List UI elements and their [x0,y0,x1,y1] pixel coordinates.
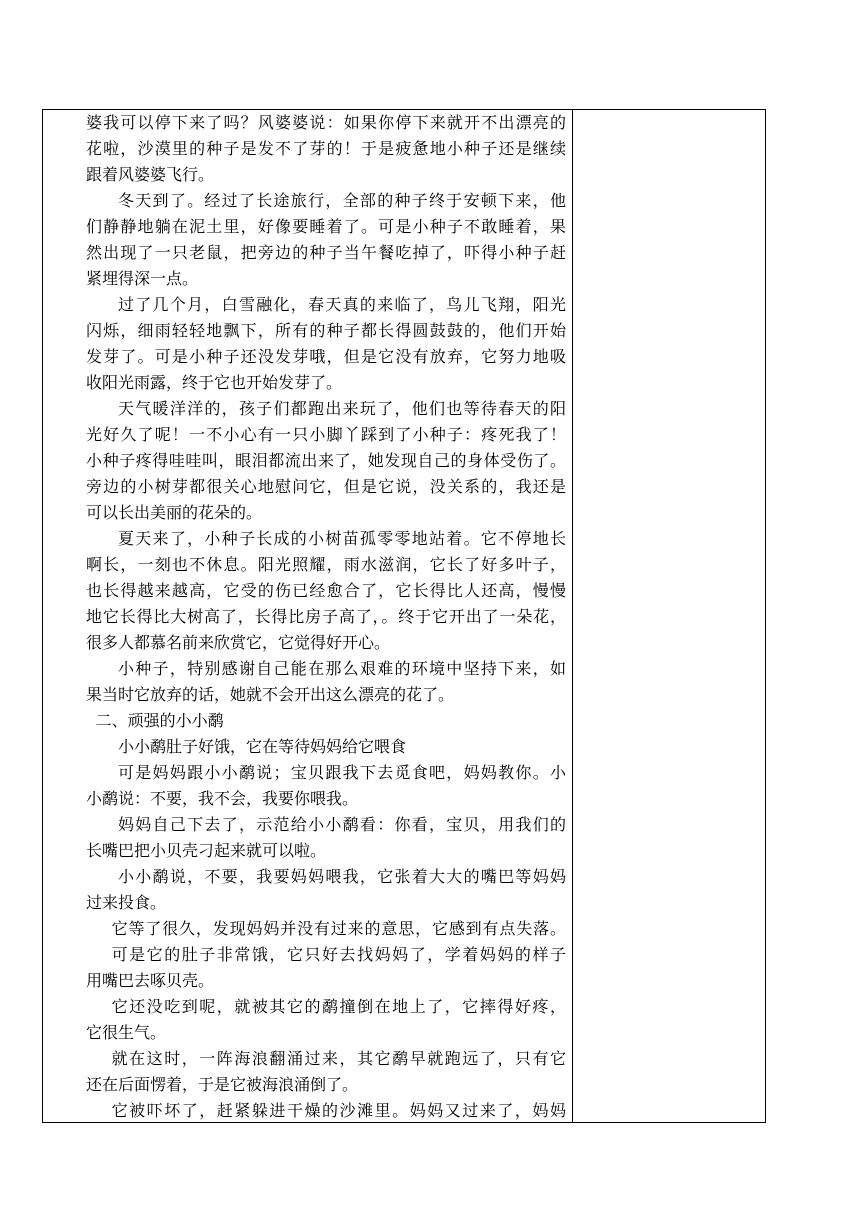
empty-column [574,110,765,1122]
text-line: 光好久了呢！一不小心有一只小脚丫踩到了小种子：疼死我了！ [86,425,566,444]
text-line: 婆我可以停下来了吗？风婆婆说：如果你停下来就开不出漂亮的 [86,113,566,132]
content-table [42,109,766,1123]
text-line: 跟着风婆婆飞行。 [86,165,215,184]
text-column [86,110,566,1124]
text-line: 它还没吃到呢，就被其它的鹬撞倒在地上了，它摔得好疼， [111,997,566,1016]
text-line: 旁边的小树芽都很关心地慰问它，但是它说，没关系的，我还是 [86,477,566,496]
text-line: 也长得越来越高，它受的伤已经愈合了，它长得比人还高，慢慢 [86,581,566,600]
text-line: 天气暖洋洋的，孩子们都跑出来玩了，他们也等待春天的阳 [118,399,566,418]
text-line: 花啦，沙漠里的种子是发不了芽的！于是疲惫地小种子还是继续 [86,139,566,158]
text-line: 还在后面愣着，于是它被海浪涌倒了。 [86,1075,359,1094]
text-line: 紧埋得深一点。 [86,269,199,288]
text-line: 小小鹬说，不要，我要妈妈喂我，它张着大大的嘴巴等妈妈 [118,867,566,886]
text-line: 用嘴巴去啄贝壳。 [86,971,215,990]
text-line: 过了几个月，白雪融化，春天真的来临了，鸟儿飞翔，阳光 [118,295,566,314]
text-line: 闪烁，细雨轻轻地飘下，所有的种子都长得圆鼓鼓的，他们开始 [86,321,566,340]
text-line: 发芽了。可是小种子还没发芽哦，但是它没有放弃，它努力地吸 [86,347,566,366]
text-line: 小种子，特别感谢自己能在那么艰难的环境中坚持下来，如 [118,659,566,678]
text-line: 它很生气。 [86,1023,167,1042]
text-line: 它等了很久，发现妈妈并没有过来的意思，它感到有点失落。 [111,919,566,938]
text-line: 然出现了一只老鼠，把旁边的种子当午餐吃掉了，吓得小种子赶 [86,243,566,262]
text-line: 过来投食。 [86,893,167,912]
text-line: 长嘴巴把小贝壳刁起来就可以啦。 [86,841,327,860]
text-line: 它被吓坏了，赶紧躲进干燥的沙滩里。妈妈又过来了，妈妈 [111,1101,566,1120]
text-line: 小鹬说：不要，我不会，我要你喂我。 [86,789,359,808]
text-line: 很多人都慕名前来欣赏它，它觉得好开心。 [86,633,391,652]
text-line: 们静静地躺在泥土里，好像要睡着了。可是小种子不敢睡着，果 [86,217,566,236]
text-line: 可是妈妈跟小小鹬说；宝贝跟我下去觅食吧，妈妈教你。小 [118,763,566,782]
text-line: 收阳光雨露，终于它也开始发芽了。 [86,373,343,392]
text-line: 果当时它放弃的话，她就不会开出这么漂亮的花了。 [86,685,455,704]
text-line: 小种子疼得哇哇叫，眼泪都流出来了，她发现自己的身体受伤了。 [86,451,566,470]
text-line: 可是它的肚子非常饿，它只好去找妈妈了，学着妈妈的样子 [111,945,566,964]
text-line: 啊长，一刻也不休息。阳光照耀，雨水滋润，它长了好多叶子， [86,555,566,574]
text-line: 二、顽强的小小鹬 [95,711,224,730]
text-line: 地它长得比大树高了，长得比房子高了，。终于它开出了一朵花， [86,607,566,626]
text-line: 就在这时，一阵海浪翻涌过来，其它鹬早就跑远了，只有它 [111,1049,566,1068]
text-line: 小小鹬肚子好饿，它在等待妈妈给它喂食 [118,737,407,756]
column-divider [572,110,573,1122]
text-line: 冬天到了。经过了长途旅行，全部的种子终于安顿下来，他 [118,191,566,210]
text-line: 夏天来了，小种子长成的小树苗孤零零地站着。它不停地长 [118,529,566,548]
text-line: 可以长出美丽的花朵的。 [86,503,263,522]
text-line: 妈妈自己下去了，示范给小小鹬看：你看，宝贝，用我们的 [118,815,566,834]
